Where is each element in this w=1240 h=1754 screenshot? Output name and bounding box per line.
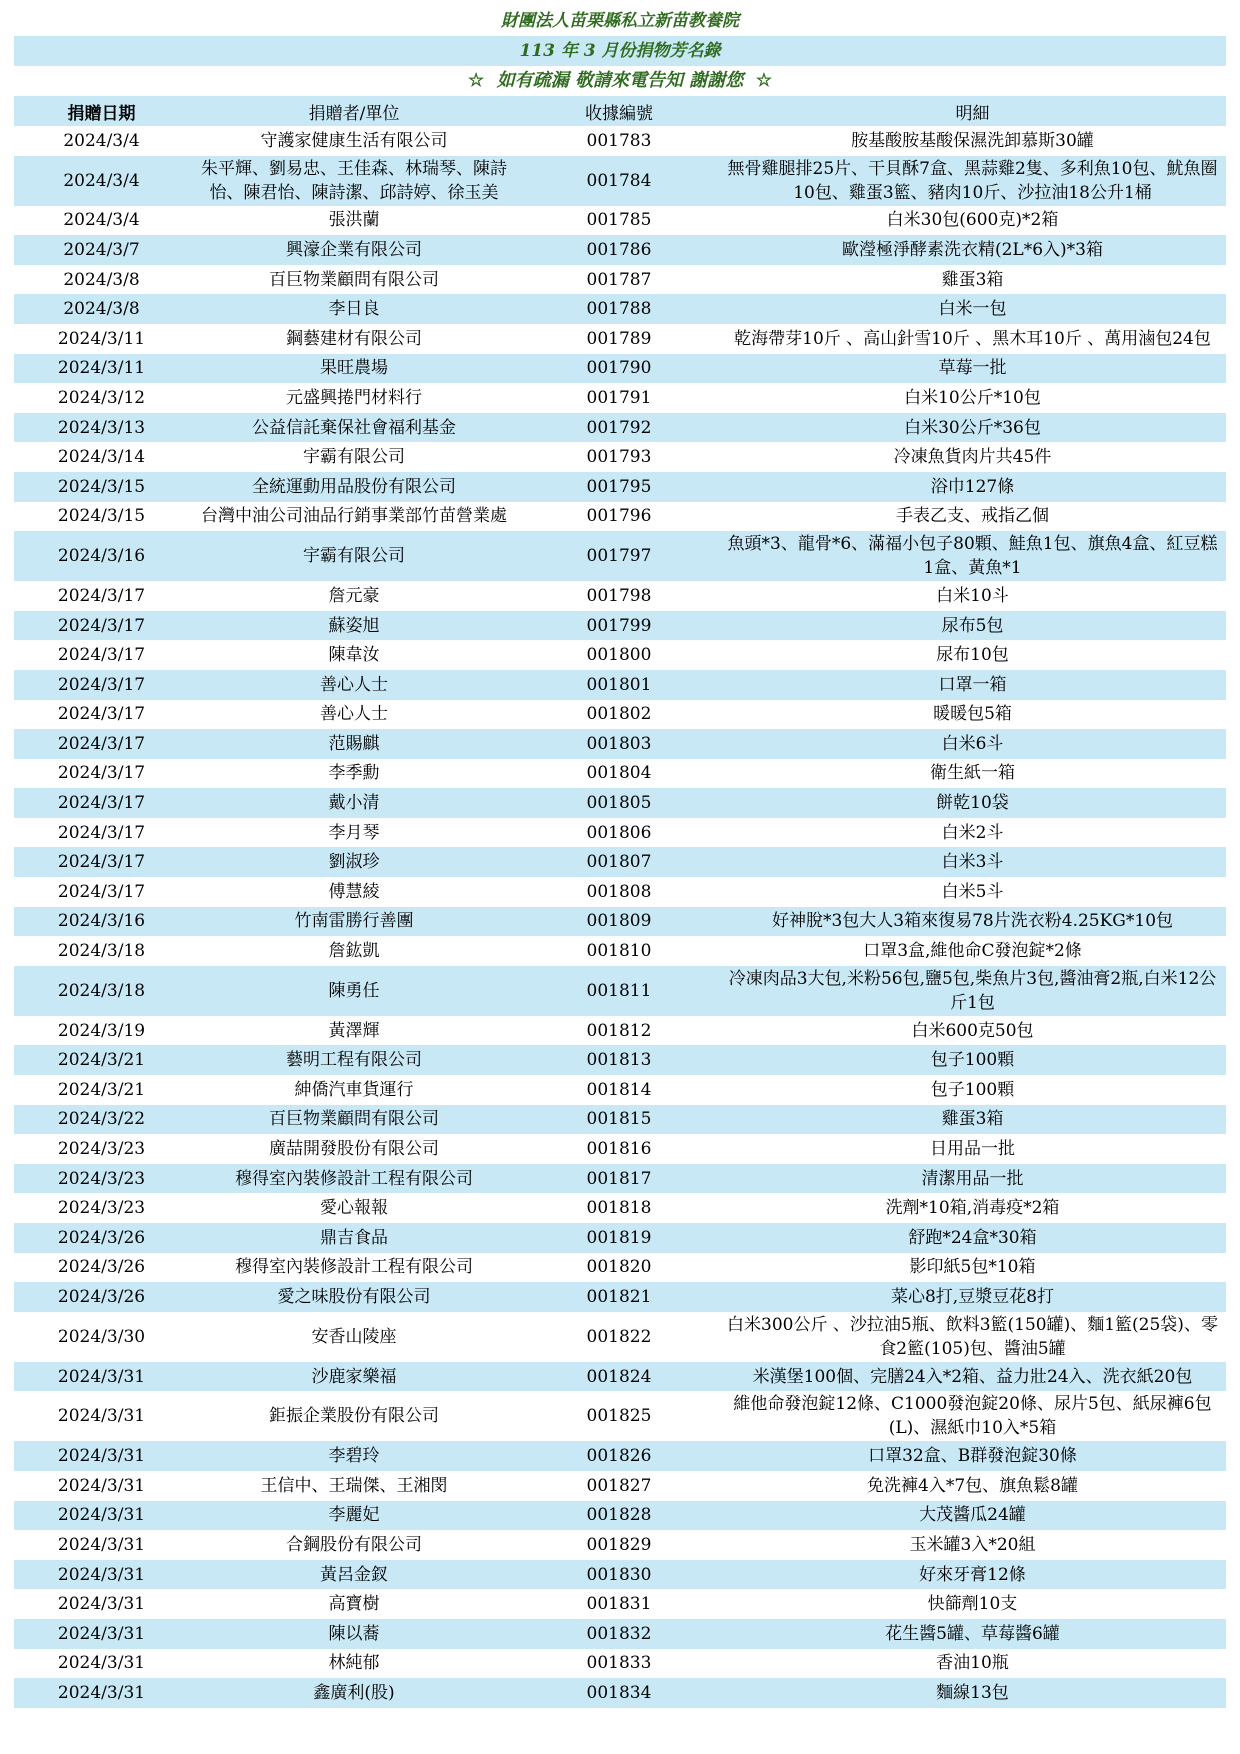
cell-detail: 花生醬5罐、草莓醬6罐 [719,1619,1226,1649]
cell-donor: 果旺農場 [189,354,519,384]
cell-receipt: 001787 [586,269,652,290]
cell-receipt: 001806 [586,822,652,843]
cell-receipt: 001801 [519,670,719,700]
cell-date: 2024/3/31 [57,1594,146,1615]
cell-receipt: 001829 [586,1534,652,1555]
cell-donor: 廣喆開發股份有限公司 [269,1139,439,1160]
table-row [14,126,1226,156]
table-row [14,1362,1226,1392]
cell-receipt: 001789 [586,328,652,349]
org-title: 財團法人苗栗縣私立新苗教養院 [501,11,739,31]
cell-detail: 口罩一箱 [719,670,1226,700]
cell-date: 2024/3/31 [57,1534,146,1555]
cell-date: 2024/3/17 [14,788,189,818]
cell-detail: 白米一包 [719,294,1226,324]
table-row [14,729,1226,759]
cell-detail: 包子100顆 [930,1079,1015,1100]
cell-donor: 蘇姿旭 [189,611,519,641]
cell-receipt: 001812 [586,1020,652,1041]
cell-donor: 張洪蘭 [328,210,380,231]
cell-date: 2024/3/11 [57,328,146,349]
cell-detail: 日用品一批 [930,1139,1015,1160]
cell-detail: 白米30包(600克)*2箱 [886,210,1059,231]
cell-detail: 白米600克50包 [911,1020,1034,1041]
cell-receipt: 001825 [586,1406,652,1427]
cell-receipt: 001786 [519,235,719,265]
cell-receipt: 001828 [519,1501,719,1531]
table-row [14,1619,1226,1649]
cell-detail: 尿布10包 [936,645,1009,666]
cell-date: 2024/3/18 [57,941,146,962]
cell-detail: 暖暖包5箱 [933,704,1012,725]
col-header-donor: 捐贈者/單位 [189,96,519,126]
table-row [14,472,1226,502]
table-row [14,235,1226,265]
cell-donor: 百巨物業顧問有限公司 [189,1105,519,1135]
table-row [14,1193,1226,1223]
cell-date: 2024/3/16 [14,531,189,581]
cell-donor: 詹元豪 [328,585,380,606]
cell-date: 2024/3/17 [14,611,189,641]
table-row [14,759,1226,789]
cell-date: 2024/3/31 [57,1653,146,1674]
cell-date: 2024/3/17 [14,670,189,700]
cell-donor: 穆得室內裝修設計工程有限公司 [189,1164,519,1194]
cell-receipt: 001784 [519,156,719,206]
cell-donor: 合鋼股份有限公司 [286,1534,422,1555]
cell-date: 2024/3/13 [14,413,189,443]
cell-detail: 白米300公斤 、沙拉油5瓶、飲料3籃(150罐)、麵1籃(25袋)、零食2籃(105)包、醬油5罐 [727,1314,1218,1359]
col-header-date: 捐贈日期 [14,96,189,126]
cell-date: 2024/3/11 [14,354,189,384]
cell-date: 2024/3/19 [57,1020,146,1041]
table-row [14,877,1226,907]
cell-receipt: 001800 [586,645,652,666]
table-row [14,265,1226,295]
cell-donor: 陳以蕎 [189,1619,519,1649]
donation-table [14,96,1226,1708]
cell-donor: 愛之味股份有限公司 [189,1282,519,1312]
cell-donor: 公益信託棄保社會福利基金 [189,413,519,443]
table-row [14,354,1226,384]
cell-date: 2024/3/31 [14,1678,189,1708]
table-row [14,1560,1226,1590]
cell-donor: 李麗妃 [189,1501,519,1531]
col-header-detail: 明細 [719,96,1226,126]
cell-donor: 李碧玲 [189,1441,519,1471]
cell-donor: 范賜麒 [189,729,519,759]
donation-sheet [14,6,1226,1708]
table-row [14,1105,1226,1135]
cell-date: 2024/3/17 [14,729,189,759]
table-body [14,126,1226,1708]
cell-donor: 興濠企業有限公司 [189,235,519,265]
cell-detail: 維他命發泡錠12條、C1000發泡錠20條、尿片5包、紙尿褲6包(L)、濕紙巾10入*5箱 [733,1394,1212,1439]
cell-detail: 麵線13包 [719,1678,1226,1708]
table-row [14,818,1226,848]
cell-date: 2024/3/4 [14,156,189,206]
cell-receipt: 001810 [586,941,652,962]
cell-receipt: 001799 [519,611,719,641]
cell-date: 2024/3/17 [57,881,146,902]
cell-receipt: 001783 [586,130,652,151]
cell-donor: 藝明工程有限公司 [189,1045,519,1075]
cell-date: 2024/3/17 [57,645,146,666]
cell-detail: 白米6斗 [719,729,1226,759]
cell-detail: 好神脫*3包大人3箱來復易78片洗衣粉4.25KG*10包 [719,907,1226,937]
cell-donor: 王信中、王瑞傑、王湘閔 [260,1475,448,1496]
cell-donor: 詹鈜凱 [328,941,380,962]
cell-date: 2024/3/4 [63,130,140,151]
cell-date: 2024/3/31 [14,1619,189,1649]
cell-date: 2024/3/23 [57,1198,146,1219]
cell-date: 2024/3/31 [14,1441,189,1471]
cell-date: 2024/3/17 [14,847,189,877]
cell-detail: 白米10公斤*10包 [904,387,1041,408]
cell-detail: 香油10瓶 [936,1653,1009,1674]
cell-receipt: 001832 [519,1619,719,1649]
cell-date: 2024/3/4 [63,210,140,231]
cell-date: 2024/3/14 [57,447,146,468]
cell-date: 2024/3/31 [14,1501,189,1531]
cell-detail: 手表乙支、戒指乙個 [896,506,1049,527]
cell-donor: 宇霸有限公司 [189,531,519,581]
cell-detail: 免洗褲4入*7包、旗魚鬆8罐 [867,1475,1078,1496]
list-subtitle: 113 年 3 月份捐物芳名錄 [14,36,1226,66]
cell-receipt: 001820 [586,1257,652,1278]
cell-detail: 白米5斗 [941,881,1004,902]
table-row [14,206,1226,236]
table-row [14,1282,1226,1312]
cell-donor: 善心人士 [320,704,388,725]
cell-date: 2024/3/8 [14,294,189,324]
col-header-receipt: 收據編號 [519,96,719,126]
cell-date: 2024/3/23 [57,1139,146,1160]
table-row [14,1471,1226,1501]
cell-receipt: 001796 [586,506,652,527]
cell-donor: 戴小清 [189,788,519,818]
table-row [14,1164,1226,1194]
cell-receipt: 001805 [519,788,719,818]
cell-donor: 朱平輝、劉易忠、王佳森、林瑞琴、陳詩怡、陳君怡、陳詩潔、邱詩婷、徐玉美 [189,156,519,206]
table-row [14,788,1226,818]
cell-detail: 好來牙膏12條 [719,1560,1226,1590]
cell-detail: 餅乾10袋 [719,788,1226,818]
cell-detail: 白米10斗 [936,585,1009,606]
cell-detail: 浴巾127條 [719,472,1226,502]
cell-donor: 鉅振企業股份有限公司 [269,1406,439,1427]
cell-receipt: 001830 [519,1560,719,1590]
cell-detail: 白米30公斤*36包 [719,413,1226,443]
table-row [14,966,1226,1016]
table-row [14,1441,1226,1471]
table-row [14,611,1226,641]
table-row [14,383,1226,413]
cell-donor: 元盛興捲門材料行 [286,387,422,408]
table-row [14,442,1226,472]
table-row [14,847,1226,877]
table-row [14,700,1226,730]
cell-detail: 胺基酸胺基酸保濕洗卸慕斯30罐 [851,130,1094,151]
cell-date: 2024/3/21 [57,1079,146,1100]
cell-detail: 洗劑*10箱,消毒疫*2箱 [885,1198,1060,1219]
table-row [14,1649,1226,1679]
cell-receipt: 001791 [586,387,652,408]
cell-receipt: 001811 [519,966,719,1016]
cell-date: 2024/3/31 [57,1475,146,1496]
cell-detail: 菜心8打,豆漿豆花8打 [719,1282,1226,1312]
table-row [14,1223,1226,1253]
cell-detail: 冷凍肉品3大包,米粉56包,鹽5包,柴魚片3包,醬油膏2瓶,白米12公斤1包 [719,966,1226,1016]
table-row [14,1501,1226,1531]
cell-donor: 林純郁 [328,1653,380,1674]
cell-detail: 快篩劑10支 [927,1594,1018,1615]
cell-receipt: 001802 [586,704,652,725]
notice-text: 如有疏漏 敬請來電告知 謝謝您 [496,70,744,91]
cell-detail: 包子100顆 [719,1045,1226,1075]
cell-donor: 傅慧綾 [328,881,380,902]
cell-donor: 安香山陵座 [311,1326,397,1347]
cell-date: 2024/3/26 [14,1282,189,1312]
cell-detail: 清潔用品一批 [719,1164,1226,1194]
cell-detail: 影印紙5包*10箱 [909,1257,1036,1278]
table-row [14,1045,1226,1075]
table-row [14,1075,1226,1105]
table-row [14,294,1226,324]
cell-date: 2024/3/12 [57,387,146,408]
cell-detail: 草莓一批 [719,354,1226,384]
cell-detail: 魚頭*3、龍骨*6、滿福小包子80顆、鮭魚1包、旗魚4盒、紅豆糕1盒、黃魚*1 [719,531,1226,581]
cell-date: 2024/3/17 [57,822,146,843]
cell-date: 2024/3/26 [57,1257,146,1278]
table-row [14,1016,1226,1046]
table-row [14,324,1226,354]
cell-receipt: 001808 [586,881,652,902]
cell-receipt: 001790 [519,354,719,384]
cell-donor: 台灣中油公司油品行銷事業部竹苗營業處 [201,506,507,527]
cell-receipt: 001817 [519,1164,719,1194]
cell-receipt: 001788 [519,294,719,324]
star-icon-left: ☆ [468,70,485,91]
cell-detail: 歐瀅極淨酵素洗衣精(2L*6入)*3箱 [719,235,1226,265]
cell-donor: 鼎吉食品 [189,1223,519,1253]
cell-receipt: 001834 [519,1678,719,1708]
cell-donor: 愛心報報 [320,1198,388,1219]
table-row [14,1134,1226,1164]
cell-donor: 劉淑珍 [189,847,519,877]
table-row [14,640,1226,670]
cell-donor: 黃呂金釵 [189,1560,519,1590]
cell-receipt: 001793 [586,447,652,468]
cell-receipt: 001797 [519,531,719,581]
cell-detail: 舒跑*24盒*30箱 [719,1223,1226,1253]
cell-receipt: 001804 [586,763,652,784]
cell-receipt: 001833 [586,1653,652,1674]
cell-detail: 雞蛋3箱 [719,1105,1226,1135]
table-row [14,1589,1226,1619]
cell-date: 2024/3/31 [14,1362,189,1392]
cell-receipt: 001827 [586,1475,652,1496]
cell-detail: 尿布5包 [719,611,1226,641]
cell-receipt: 001814 [586,1079,652,1100]
cell-receipt: 001795 [519,472,719,502]
cell-receipt: 001821 [519,1282,719,1312]
cell-date: 2024/3/15 [57,506,146,527]
cell-detail: 乾海帶芽10斤 、高山針雪10斤 、黑木耳10斤 、萬用滷包24包 [734,328,1211,349]
table-header-row [14,96,1226,126]
table-row [14,502,1226,532]
cell-receipt: 001809 [519,907,719,937]
cell-date: 2024/3/7 [14,235,189,265]
cell-donor: 全統運動用品股份有限公司 [189,472,519,502]
cell-date: 2024/3/18 [14,966,189,1016]
cell-date: 2024/3/17 [57,585,146,606]
cell-donor: 高寶樹 [328,1594,380,1615]
table-row [14,1678,1226,1708]
cell-donor: 穆得室內裝修設計工程有限公司 [235,1257,473,1278]
table-row [14,936,1226,966]
cell-donor: 沙鹿家樂福 [189,1362,519,1392]
cell-receipt: 001785 [586,210,652,231]
cell-receipt: 001813 [519,1045,719,1075]
star-icon-right: ☆ [755,70,772,91]
cell-donor: 李月琴 [328,822,380,843]
cell-donor: 善心人士 [189,670,519,700]
cell-detail: 雞蛋3箱 [941,269,1004,290]
cell-date: 2024/3/17 [57,704,146,725]
cell-donor: 陳韋汝 [328,645,380,666]
cell-detail: 口罩3盒,維他命C發泡錠*2條 [863,941,1082,962]
cell-receipt: 001807 [519,847,719,877]
cell-receipt: 001824 [519,1362,719,1392]
cell-receipt: 001803 [519,729,719,759]
cell-detail: 口罩32盒、B群發泡錠30條 [719,1441,1226,1471]
cell-detail: 米漢堡100個、完膳24入*2箱、益力壯24入、洗衣紙20包 [719,1362,1226,1392]
table-row [14,907,1226,937]
cell-donor: 李季勳 [328,763,380,784]
table-row [14,156,1226,206]
cell-donor: 李日良 [189,294,519,324]
cell-donor: 竹南雷勝行善團 [189,907,519,937]
cell-receipt: 001818 [586,1198,652,1219]
table-row [14,1253,1226,1283]
cell-detail: 衛生紙一箱 [930,763,1015,784]
cell-donor: 鋼藝建材有限公司 [286,328,422,349]
table-row [14,1391,1226,1441]
cell-donor: 黃澤輝 [328,1020,380,1041]
cell-date: 2024/3/15 [14,472,189,502]
cell-donor: 宇霸有限公司 [303,447,405,468]
cell-detail: 白米2斗 [941,822,1004,843]
cell-detail: 冷凍魚貨肉片共45件 [893,447,1052,468]
cell-date: 2024/3/30 [57,1326,146,1347]
cell-receipt: 001826 [519,1441,719,1471]
cell-receipt: 001822 [586,1326,652,1347]
cell-donor: 守護家健康生活有限公司 [260,130,448,151]
table-row [14,531,1226,581]
cell-date: 2024/3/31 [57,1406,146,1427]
cell-date: 2024/3/26 [14,1223,189,1253]
notice-line [14,66,1226,96]
cell-receipt: 001819 [519,1223,719,1253]
cell-date: 2024/3/17 [57,763,146,784]
table-row [14,1530,1226,1560]
cell-date: 2024/3/23 [14,1164,189,1194]
cell-donor: 鑫廣利(股) [189,1678,519,1708]
cell-date: 2024/3/21 [14,1045,189,1075]
table-row [14,1312,1226,1362]
table-row [14,413,1226,443]
cell-date: 2024/3/31 [14,1560,189,1590]
cell-donor: 紳僑汽車貨運行 [294,1079,414,1100]
cell-date: 2024/3/8 [63,269,140,290]
cell-donor: 百巨物業顧問有限公司 [269,269,439,290]
cell-receipt: 001815 [519,1105,719,1135]
cell-receipt: 001798 [586,585,652,606]
cell-date: 2024/3/22 [14,1105,189,1135]
cell-detail: 大茂醬瓜24罐 [719,1501,1226,1531]
cell-receipt: 001831 [586,1594,652,1615]
cell-date: 2024/3/16 [14,907,189,937]
table-row [14,670,1226,700]
cell-detail: 無骨雞腿排25片、干貝酥7盒、黑蒜雞2隻、多利魚10包、魷魚圈10包、雞蛋3籃、豬肉10斤、沙拉油18公升1桶 [719,156,1226,206]
cell-detail: 白米3斗 [719,847,1226,877]
cell-detail: 玉米罐3入*20組 [909,1534,1036,1555]
table-row [14,581,1226,611]
cell-receipt: 001792 [519,413,719,443]
cell-receipt: 001816 [586,1139,652,1160]
cell-donor: 陳勇任 [189,966,519,1016]
